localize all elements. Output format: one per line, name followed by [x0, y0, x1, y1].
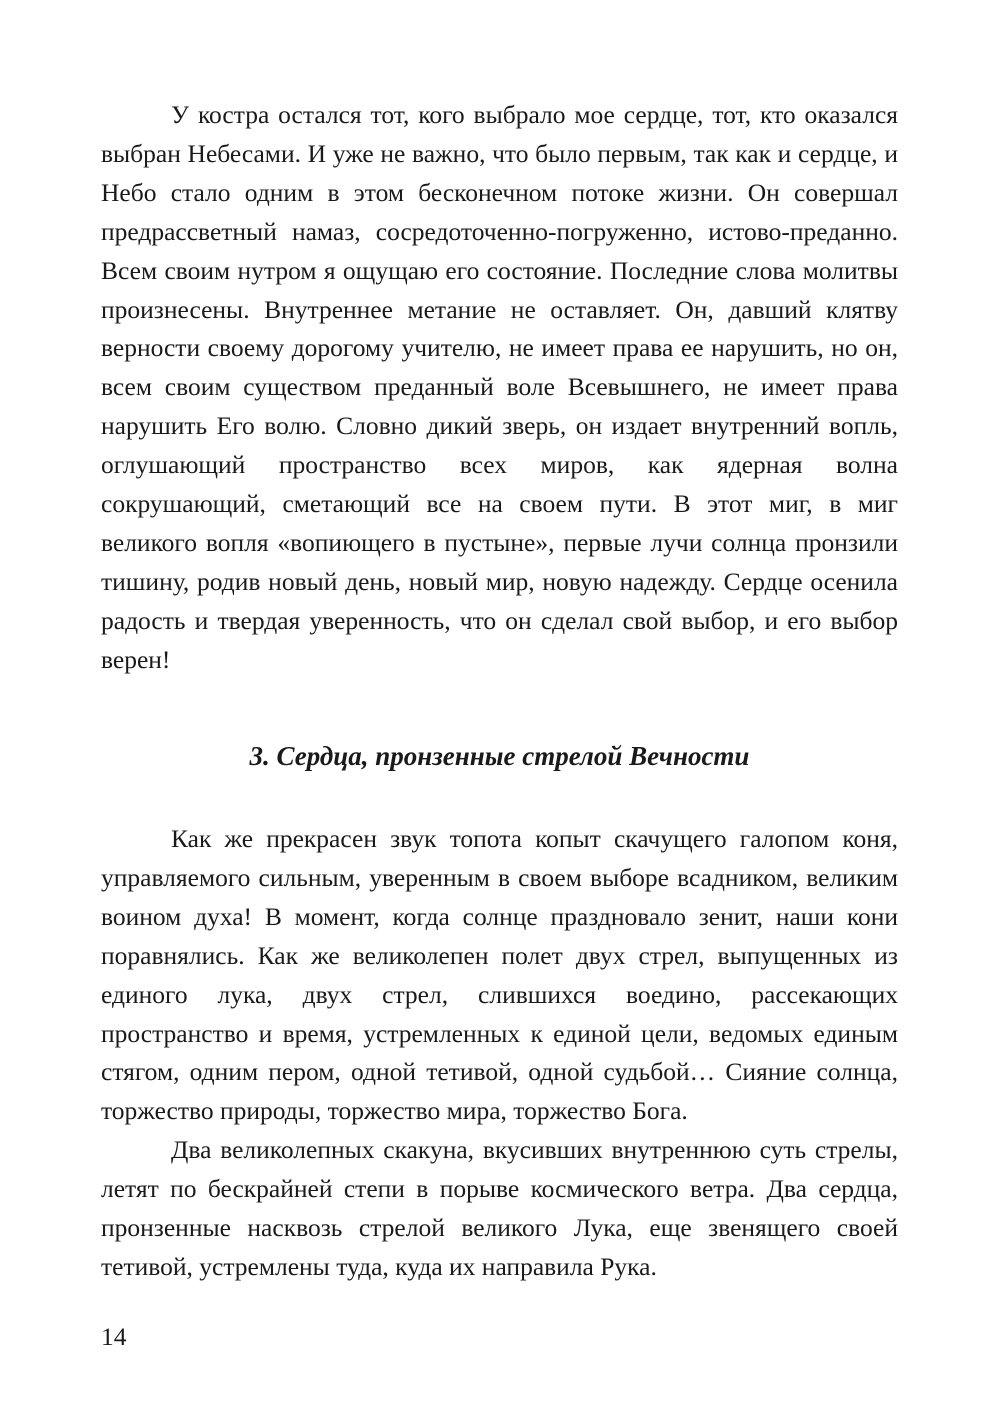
paragraph-steeds: Два великолепных скакуна, вкусивших внутреннюю суть стрелы, летят по бескрайней степи в порыве космического ветра. Два сердца, пронзенные насквозь стрелой великого Лука, еще звенящего своей тетивой, устремлены туда, куда их направила Рука. — [101, 1135, 898, 1281]
chapter-heading: 3. Сердца, пронзенные стрелой Вечности — [249, 741, 750, 771]
page-number: 14 — [101, 1322, 127, 1351]
paragraph-campfire: У костра остался тот, кого выбрало мое сердце, тот, кто оказался выбран Небесами. И уже не важно, что было первым, так как и сердце, и Небо стало одним в этом бесконечном потоке жизни. Он совершал предрассветный намаз, сосредоточенно-погруженно, истово-преданно. Всем своим нутром я ощущаю его состояние. Последние слова молитвы произнесены. Внутреннее метание не оставляет. Он, давший клятву верности своему дорогому учителю, не имеет права ее нарушить, но он, всем своим существом преданный воле Всевышнего, не имеет права нарушить Его волю. Словно дикий зверь, он издает внутренний вопль, оглушающий пространство всех миров, как ядерная волна сокрушающий, сметающий все на своем пути. В этот миг, в миг великого вопля «вопиющего в пустыне», первые лучи солнца пронзили тишину, родив новый день, новый мир, новую надежду. Сердце осенила радость и твердая уверенность, что он сделал свой выбор, и его выбор верен! — [101, 100, 898, 674]
text-block-bottom — [101, 820, 898, 1287]
text-block-top — [101, 96, 898, 680]
paragraph-horses: Как же прекрасен звук топота копыт скачущего галопом коня, управляемого сильным, уверенным в своем выборе всадником, великим воином духа! В момент, когда солнце праздновало зенит, наши кони поравнялись. Как же великолепен полет двух стрел, выпущенных из единого лука, двух стрел, слившихся воедино, рассекающих пространство и время, устремленных к единой цели, ведомых единым стягом, одним пером, одной тетивой, одной судьбой… Сияние солнца, торжество природы, торжество мира, торжество Бога. — [101, 824, 898, 1126]
